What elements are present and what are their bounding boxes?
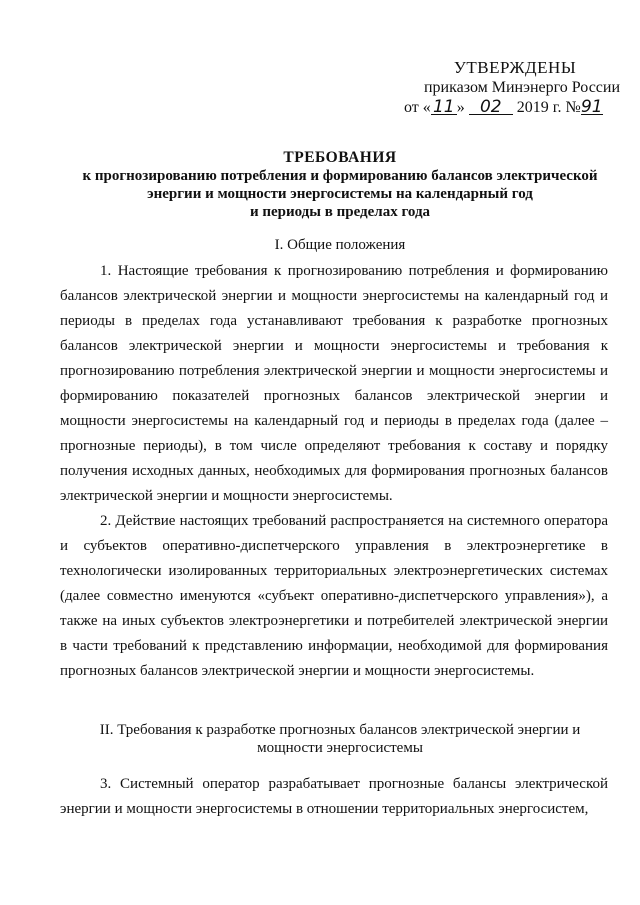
date-prefix: от « [404, 99, 431, 116]
section-1-heading: I. Общие положения [274, 237, 406, 253]
approval-date-line [400, 98, 630, 118]
date-mid: » [456, 99, 465, 116]
date-year: 2019 г. № [516, 99, 581, 116]
date-month: 02 [469, 100, 513, 115]
paragraph-2: 2. Действие настоящих требований распространяется на системного оператора и субъектов оперативно-диспетчерского управления в электроэнергетике в технологически изолированных территориальных электроэнергетических системах (далее совместно именуются «субъект оперативно-диспетчерского управления»), а также на иных субъектов электроэнергетики и потребителей электрической энергии в части требований к представлению информации, необходимой для формирования прогнозных балансов электрической энергии и мощности энергосистемы. [60, 513, 608, 679]
paragraph-1: 1. Настоящие требования к прогнозированию потребления и формированию балансов электрической энергии и мощности энергосистемы на календарный год и периоды в пределах года устанавливают требования к разработке прогнозных балансов электрической энергии и мощности энергосистемы и требования к прогнозированию потребления электрической энергии и мощности энергосистемы и формированию показателей прогнозных балансов электрической энергии и мощности энергосистемы на календарный год и периоды в пределах года (далее – прогнозные периоды), в том числе определяют требования к составу и порядку получения исходных данных, необходимых для формирования прогнозных балансов электрической энергии и мощности энергосистемы. [60, 263, 608, 504]
title-line-2: к прогнозированию потребления и формированию балансов электрической [82, 168, 598, 184]
paragraph-3: 3. Системный оператор разрабатывает прогнозные балансы электрической энергии и мощности энергосистемы в отношении территориальных энергосистем, [60, 776, 608, 817]
section-2-heading-line-1: II. Требования к разработке прогнозных балансов электрической энергии и [99, 722, 581, 738]
document-title [60, 149, 620, 221]
title-line-1: ТРЕБОВАНИЯ [283, 149, 397, 166]
section-2-heading [60, 721, 620, 757]
order-number: 91 [580, 97, 603, 117]
title-line-3: энергии и мощности энергосистемы на календарный год [147, 186, 533, 202]
section-1-body [60, 259, 608, 684]
date-day: 11 [431, 100, 457, 115]
title-line-4: и периоды в пределах года [249, 204, 431, 220]
section-2-heading-line-2: мощности энергосистемы [257, 740, 423, 756]
approval-order: приказом Минэнерго России [423, 79, 621, 96]
section-2-body [60, 772, 608, 822]
approval-title: УТВЕРЖДЕНЫ [453, 58, 577, 77]
approval-block [400, 58, 630, 118]
